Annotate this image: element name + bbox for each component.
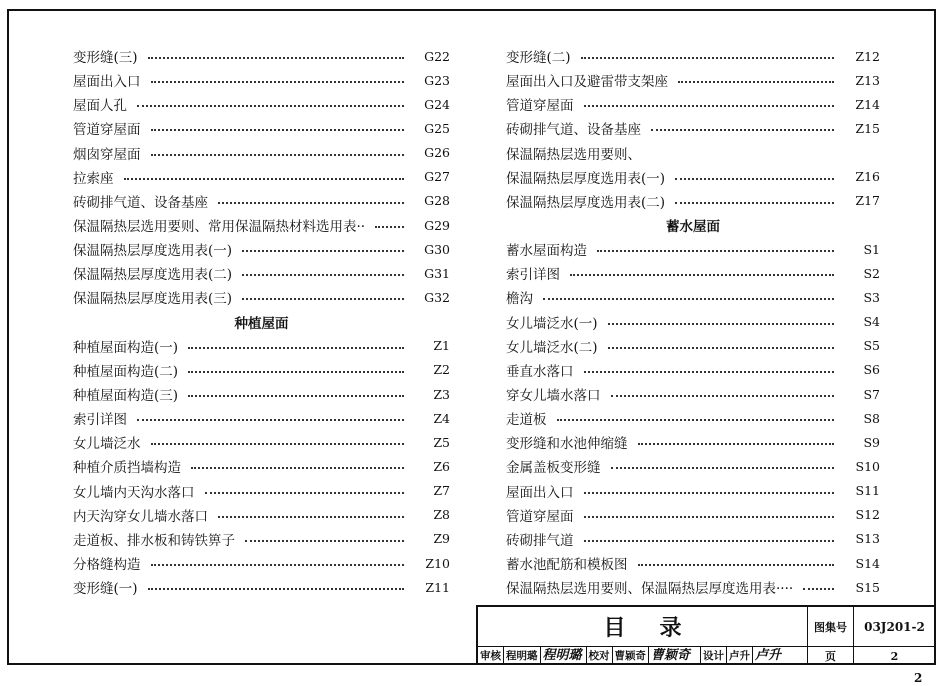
dot-leader <box>218 202 404 204</box>
section-heading <box>506 213 880 237</box>
dot-leader <box>188 395 404 397</box>
checker-signature: 曹颖奇 <box>649 647 701 665</box>
toc-entry[interactable] <box>506 68 880 92</box>
dot-leader <box>148 588 404 590</box>
section-heading <box>73 310 450 334</box>
dot-leader <box>245 540 404 542</box>
toc-entry[interactable] <box>73 527 450 551</box>
dot-leader <box>675 202 834 204</box>
toc-entry-title: 女儿墙泛水(二) <box>506 339 598 356</box>
toc-entry-title: 索引详图 <box>73 412 127 429</box>
toc-entry-title: 女儿墙泛水 <box>73 436 141 453</box>
toc-entry-code: G26 <box>424 145 450 161</box>
toc-entry-code: G23 <box>424 72 450 88</box>
toc-entry-code: G32 <box>424 289 450 305</box>
toc-entry[interactable] <box>506 382 880 406</box>
toc-entry[interactable] <box>73 68 450 92</box>
toc-entry-code: S4 <box>863 314 880 330</box>
toc-entry[interactable] <box>73 285 450 309</box>
toc-entry-title: 女儿墙泛水(一) <box>506 315 598 332</box>
toc-entry-code: Z7 <box>433 483 450 499</box>
toc-entry-code: G24 <box>424 96 450 112</box>
toc-entry-code: S14 <box>855 555 880 571</box>
toc-entry-title: 保温隔热层厚度选用表(一) <box>506 170 666 187</box>
toc-entry[interactable] <box>506 503 880 527</box>
toc-entry[interactable] <box>73 165 450 189</box>
dot-leader <box>584 492 835 494</box>
toc-entry[interactable] <box>506 430 880 454</box>
toc-entry-code: Z14 <box>855 96 880 112</box>
toc-entry[interactable] <box>73 358 450 382</box>
dot-leader <box>188 347 404 349</box>
page-value: 2 <box>854 647 936 665</box>
dot-leader <box>608 347 834 349</box>
dot-leader <box>675 178 834 180</box>
toc-entry[interactable] <box>73 189 450 213</box>
toc-entry-code: Z1 <box>433 338 450 354</box>
toc-entry-code: G28 <box>424 193 450 209</box>
toc-entry-code: G22 <box>424 48 450 64</box>
reviewer-signature: 程明璐 <box>541 647 587 665</box>
dot-leader <box>191 467 404 469</box>
toc-entry[interactable] <box>73 116 450 140</box>
toc-entry-code: Z8 <box>433 507 450 523</box>
atlas-no-value: 03J201-2 <box>854 607 936 647</box>
toc-entry-title: 管道穿屋面 <box>506 98 574 115</box>
toc-entry-title: 砖砌排气道、设备基座 <box>506 122 641 139</box>
dot-leader <box>597 250 834 252</box>
toc-entry-code: Z9 <box>433 531 450 547</box>
toc-entry-title: 走道板、排水板和铸铁箅子 <box>73 532 235 549</box>
toc-entry[interactable] <box>73 141 450 165</box>
dot-leader <box>242 274 404 276</box>
toc-entry-title: 内天沟穿女儿墙水落口 <box>73 508 208 525</box>
toc-entry-title: 女儿墙内天沟水落口 <box>73 484 195 501</box>
toc-entry-title: 变形缝(三) <box>73 50 138 67</box>
dot-leader <box>137 419 404 421</box>
toc-entry-code: Z11 <box>425 579 450 595</box>
toc-entry-code: S5 <box>863 338 880 354</box>
toc-entry[interactable] <box>73 454 450 478</box>
toc-entry-code: S8 <box>863 410 880 426</box>
toc-entry-code: Z17 <box>855 193 880 209</box>
corner-page-number: 2 <box>914 671 923 685</box>
toc-entry-title: 变形缝(二) <box>506 50 571 67</box>
toc-entry-title: 檐沟 <box>506 291 533 308</box>
toc-entry-title: 蓄水池配筋和模板图 <box>506 557 628 574</box>
toc-entry-code: S7 <box>863 386 880 402</box>
toc-entry-title: 砖砌排气道、设备基座 <box>73 194 208 211</box>
toc-entry-code: S11 <box>855 483 880 499</box>
toc-entry[interactable] <box>73 382 450 406</box>
toc-entry[interactable] <box>506 189 880 213</box>
toc-entry-code: G29 <box>424 217 450 233</box>
toc-entry-code: S13 <box>855 531 880 547</box>
toc-entry-title: 种植屋面构造(三) <box>73 388 179 405</box>
toc-entry-title: 屋面出入口及避雷带支架座 <box>506 74 668 91</box>
toc-entry-title: 保温隔热层选用要则、 <box>506 146 641 163</box>
toc-entry-title: 变形缝(一) <box>73 581 138 598</box>
toc-entry[interactable] <box>506 551 880 575</box>
toc-entry-title: 保温隔热层选用要则、保温隔热层厚度选用表···· <box>506 581 794 598</box>
reviewer-name: 程明璐 <box>504 647 541 665</box>
toc-entry[interactable] <box>506 237 880 261</box>
dot-leader <box>611 467 835 469</box>
toc-entry-code: S12 <box>855 507 880 523</box>
toc-entry-code: Z15 <box>855 120 880 136</box>
toc-entry-title: 垂直水落口 <box>506 363 574 380</box>
toc-entry-title: 保温隔热层厚度选用表(一) <box>73 243 233 260</box>
dot-leader <box>151 443 405 445</box>
dot-leader <box>651 129 834 131</box>
dot-leader <box>242 298 404 300</box>
dot-leader <box>188 371 404 373</box>
page-label: 页 <box>808 647 854 665</box>
toc-entry-code: S15 <box>855 579 880 595</box>
toc-entry-code: Z13 <box>855 72 880 88</box>
toc-entry-title: 屋面出入口 <box>73 74 141 91</box>
toc-entry[interactable] <box>73 551 450 575</box>
toc-entry-title: 烟囱穿屋面 <box>73 146 141 163</box>
dot-leader <box>151 81 405 83</box>
toc-entry-title: 分格缝构造 <box>73 557 141 574</box>
signature-row <box>478 647 808 665</box>
toc-entry-code: Z10 <box>425 555 450 571</box>
toc-entry[interactable] <box>506 406 880 430</box>
toc-entry-title: 种植介质挡墙构造 <box>73 460 181 477</box>
toc-left-column <box>73 44 450 599</box>
toc-entry[interactable] <box>73 237 450 261</box>
dot-leader <box>638 443 835 445</box>
toc-entry[interactable] <box>73 479 450 503</box>
toc-entry-code: Z4 <box>433 410 450 426</box>
toc-entry-code: S3 <box>863 289 880 305</box>
dot-leader <box>570 274 834 276</box>
dot-leader <box>584 516 835 518</box>
toc-entry-title: 蓄水屋面构造 <box>506 243 587 260</box>
toc-entry-title: 保温隔热层厚度选用表(二) <box>506 194 666 211</box>
toc-entry[interactable] <box>506 44 880 68</box>
toc-entry[interactable] <box>506 116 880 140</box>
toc-entry[interactable] <box>506 479 880 503</box>
toc-entry[interactable] <box>506 92 880 116</box>
section-heading-text: 蓄水屋面 <box>666 219 720 236</box>
toc-entry-code: Z12 <box>855 48 880 64</box>
toc-entry[interactable] <box>73 503 450 527</box>
toc-entry[interactable] <box>506 310 880 334</box>
dot-leader <box>218 516 404 518</box>
dot-leader <box>151 564 405 566</box>
dot-leader <box>611 395 835 397</box>
toc-entry-code: G25 <box>424 120 450 136</box>
toc-entry-code: G31 <box>424 265 450 281</box>
toc-entry-code: S9 <box>863 434 880 450</box>
toc-entry-title: 种植屋面构造(二) <box>73 363 179 380</box>
toc-entry[interactable] <box>73 44 450 68</box>
toc-entry-code: Z6 <box>433 458 450 474</box>
toc-entry-title: 保温隔热层选用要则、常用保温隔热材料选用表·· <box>73 219 366 236</box>
dot-leader <box>242 250 404 252</box>
dot-leader <box>584 371 835 373</box>
toc-entry-title: 金属盖板变形缝 <box>506 460 601 477</box>
toc-entry-code: G27 <box>424 169 450 185</box>
dot-leader <box>608 323 834 325</box>
toc-entry-code: Z5 <box>433 434 450 450</box>
dot-leader <box>584 105 835 107</box>
toc-entry-title: 砖砌排气道 <box>506 532 574 549</box>
toc-entry[interactable] <box>73 575 450 599</box>
toc-entry-title: 保温隔热层厚度选用表(三) <box>73 291 233 308</box>
atlas-no-label: 图集号 <box>808 607 854 647</box>
dot-leader <box>678 81 834 83</box>
toc-entry-code: S2 <box>863 265 880 281</box>
toc-entry[interactable] <box>506 358 880 382</box>
toc-entry-title: 保温隔热层厚度选用表(二) <box>73 267 233 284</box>
toc-entry-code: Z3 <box>433 386 450 402</box>
toc-entry-title: 管道穿屋面 <box>73 122 141 139</box>
toc-entry-code: G30 <box>424 241 450 257</box>
toc-entry[interactable] <box>73 261 450 285</box>
toc-entry-title: 拉索座 <box>73 170 114 187</box>
toc-entry[interactable] <box>506 261 880 285</box>
toc-entry[interactable] <box>506 334 880 358</box>
toc-entry-code: S6 <box>863 362 880 378</box>
design-label: 设计 <box>701 647 727 665</box>
toc-entry-title: 变形缝和水池伸缩缝 <box>506 436 628 453</box>
toc-entry[interactable] <box>506 141 880 165</box>
toc-entry-title: 穿女儿墙水落口 <box>506 388 601 405</box>
dot-leader <box>803 588 834 590</box>
dot-leader <box>557 419 835 421</box>
dot-leader <box>638 564 835 566</box>
title-block-title: 目录 <box>478 607 808 647</box>
toc-entry-code: S1 <box>863 241 880 257</box>
dot-leader <box>205 492 405 494</box>
toc-entry[interactable] <box>73 334 450 358</box>
check-label: 校对 <box>587 647 613 665</box>
toc-entry[interactable] <box>73 213 450 237</box>
toc-entry-code: Z16 <box>855 169 880 185</box>
toc-entry[interactable] <box>73 406 450 430</box>
toc-entry[interactable] <box>506 575 880 599</box>
dot-leader <box>151 154 405 156</box>
toc-entry-code: S10 <box>855 458 880 474</box>
dot-leader <box>543 298 834 300</box>
toc-entry[interactable] <box>73 430 450 454</box>
dot-leader <box>581 57 834 59</box>
designer-signature: 卢升 <box>755 648 782 663</box>
designer-name: 卢升 <box>727 647 753 665</box>
toc-entry-code: Z2 <box>433 362 450 378</box>
dot-leader <box>137 105 404 107</box>
dot-leader <box>124 178 405 180</box>
toc-entry-title: 走道板 <box>506 412 547 429</box>
checker-name: 曹颖奇 <box>613 647 650 665</box>
toc-entry[interactable] <box>506 527 880 551</box>
toc-entry[interactable] <box>506 454 880 478</box>
toc-entry[interactable] <box>73 92 450 116</box>
section-heading-text: 种植屋面 <box>234 315 289 332</box>
toc-entry-title: 屋面人孔 <box>73 98 127 115</box>
dot-leader <box>151 129 405 131</box>
toc-entry[interactable] <box>506 285 880 309</box>
toc-entry-title: 管道穿屋面 <box>506 508 574 525</box>
dot-leader <box>375 226 404 228</box>
title-block <box>476 605 936 665</box>
toc-entry-title: 屋面出入口 <box>506 484 574 501</box>
dot-leader <box>584 540 835 542</box>
review-label: 审核 <box>478 647 504 665</box>
dot-leader <box>148 57 404 59</box>
toc-right-column <box>506 44 880 599</box>
toc-entry[interactable] <box>506 165 880 189</box>
toc-entry-title: 索引详图 <box>506 267 560 284</box>
toc-entry-title: 种植屋面构造(一) <box>73 339 179 356</box>
